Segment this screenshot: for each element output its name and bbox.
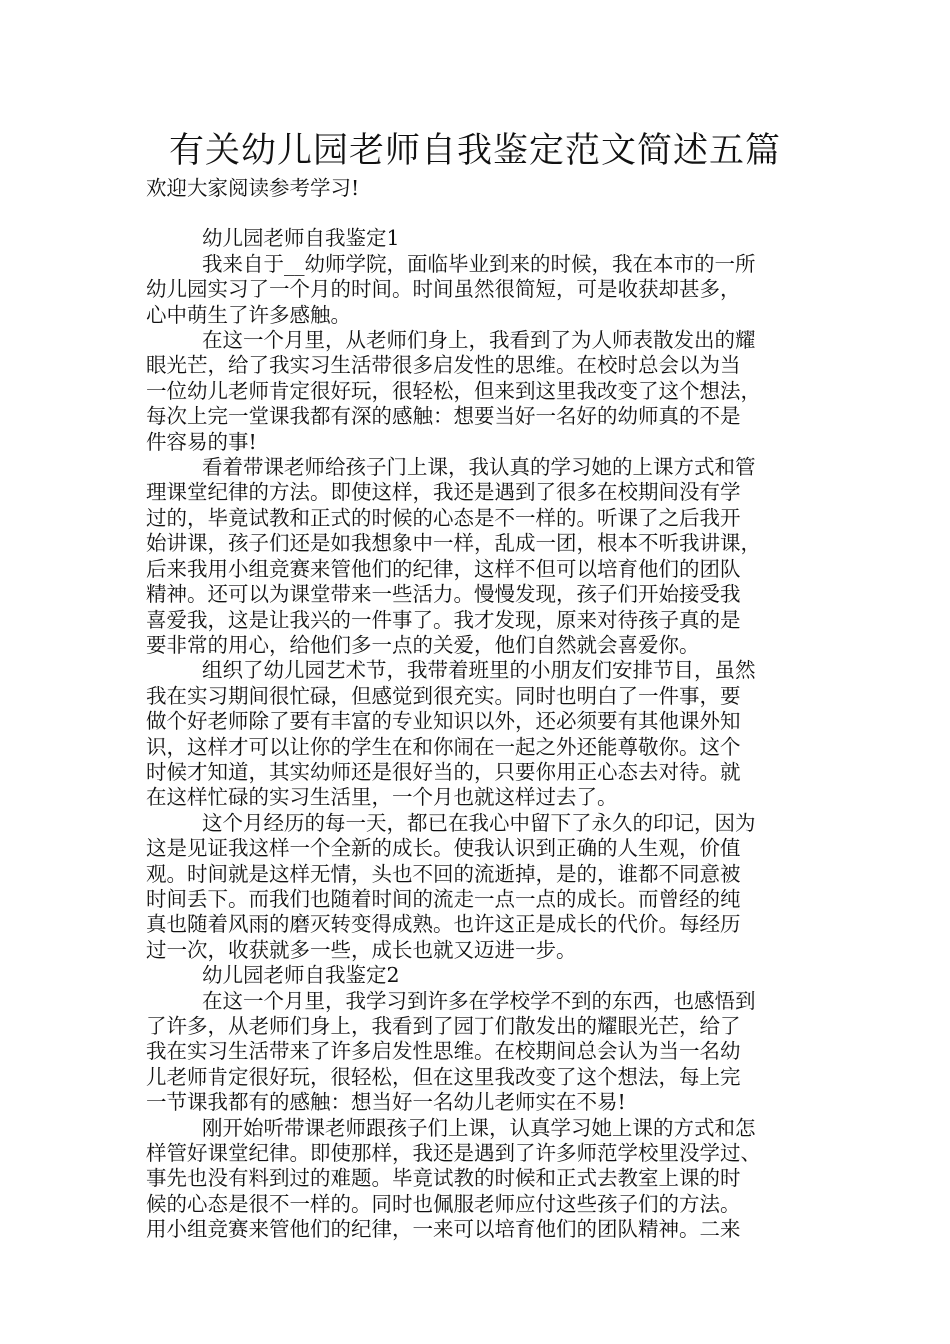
text-line: 幼儿园实习了一个月的时间。时间虽然很简短，可是收获却甚多， xyxy=(146,277,741,302)
text-line: 样管好课堂纪律。即使那样，我还是遇到了许多师范学校里没学过、 xyxy=(146,1141,761,1166)
document-body xyxy=(146,176,810,1243)
text-line: 精神。还可以为课堂带来一些活力。慢慢发现，孩子们开始接受我 xyxy=(146,582,741,607)
paragraph xyxy=(146,811,810,963)
text-line: 我来自于__幼师学院，面临毕业到来的时候，我在本市的一所 xyxy=(202,251,756,276)
text-line: 要非常的用心，给他们多一点的关爱，他们自然就会喜爱你。 xyxy=(146,632,700,657)
text-line: 一节课我都有的感触：想当好一名幼儿老师实在不易! xyxy=(146,1090,626,1115)
text-line: 在这样忙碌的实习生活里，一个月也就这样过去了。 xyxy=(146,785,618,810)
text-line: 这个月经历的每一天，都已在我心中留下了永久的印记，因为 xyxy=(202,810,756,835)
text-line: 心中萌生了许多感触。 xyxy=(146,302,351,327)
intro-text: 欢迎大家阅读参考学习! xyxy=(146,176,360,200)
text-line: 看着带课老师给孩子门上课，我认真的学习她的上课方式和管 xyxy=(202,455,756,480)
text-line: 一位幼儿老师肯定很好玩，很轻松，但来到这里我改变了这个想法， xyxy=(146,378,761,403)
paragraph xyxy=(146,328,810,455)
section-heading: 幼儿园老师自我鉴定2 xyxy=(202,963,400,988)
paragraph xyxy=(146,989,810,1116)
text-line: 用小组竞赛来管他们的纪律，一来可以培育他们的团队精神。二来 xyxy=(146,1217,741,1242)
text-line: 后来我用小组竞赛来管他们的纪律，这样不但可以培育他们的团队 xyxy=(146,556,741,581)
text-line: 过一次，收获就多一些，成长也就又迈进一步。 xyxy=(146,937,577,962)
text-line: 我在实习生活带来了许多启发性思维。在校期间总会认为当一名幼 xyxy=(146,1039,741,1064)
text-line: 每次上完一堂课我都有深的感触：想要当好一名好的幼师真的不是 xyxy=(146,404,741,429)
text-line: 观。时间就是这样无情，头也不回的流逝掉，是的，谁都不同意被 xyxy=(146,861,741,886)
text-line: 了许多，从老师们身上，我看到了园丁们散发出的耀眼光芒，给了 xyxy=(146,1014,741,1038)
text-line: 时候才知道，其实幼师还是很好当的，只要你用正心态去对待。就 xyxy=(146,759,741,784)
text-line: 理课堂纪律的方法。即使这样，我还是遇到了很多在校期间没有学 xyxy=(146,480,741,505)
text-line: 件容易的事! xyxy=(146,429,257,454)
text-line: 识，这样才可以让你的学生在和你闹在一起之外还能尊敬你。这个 xyxy=(146,734,741,759)
paragraph xyxy=(146,252,810,328)
text-line: 在这一个月里，从老师们身上，我看到了为人师表散发出的耀 xyxy=(202,328,756,353)
document-title: 有关幼儿园老师自我鉴定范文简述五篇 xyxy=(168,131,781,171)
paragraph xyxy=(146,455,810,658)
text-line: 这是见证我这样一个全新的成长。使我认识到正确的人生观，价值 xyxy=(146,836,741,861)
text-line: 时间丢下。而我们也随着时间的流走一点一点的成长。而曾经的纯 xyxy=(146,886,741,911)
text-line: 喜爱我，这是让我兴的一件事了。我才发现，原来对待孩子真的是 xyxy=(146,607,741,632)
text-line: 在这一个月里，我学习到许多在学校学不到的东西，也感悟到 xyxy=(202,988,756,1013)
text-line: 过的，毕竟试教和正式的时候的心态是不一样的。听课了之后我开 xyxy=(146,505,741,530)
section-heading: 幼儿园老师自我鉴定1 xyxy=(202,226,400,251)
text-line: 事先也没有料到过的难题。毕竟试教的时候和正式去教室上课的时 xyxy=(146,1166,741,1191)
text-line: 始讲课，孩子们还是如我想象中一样，乱成一团，根本不听我讲课， xyxy=(146,531,761,556)
paragraph xyxy=(146,658,810,810)
text-line: 眼光芒，给了我实习生活带很多启发性的思维。在校时总会以为当 xyxy=(146,353,741,378)
text-line: 做个好老师除了要有丰富的专业知识以外，还必须要有其他课外知 xyxy=(146,709,741,734)
text-line: 儿老师肯定很好玩，很轻松，但在这里我改变了这个想法，每上完 xyxy=(146,1064,741,1089)
paragraph xyxy=(146,1116,810,1243)
text-line: 组织了幼儿园艺术节，我带着班里的小朋友们安排节目，虽然 xyxy=(202,658,756,683)
text-line: 刚开始听带课老师跟孩子们上课，认真学习她上课的方式和怎 xyxy=(202,1115,756,1140)
text-line: 候的心态是很不一样的。同时也佩服老师应付这些孩子们的方法。 xyxy=(146,1191,741,1216)
text-line: 真也随着风雨的磨灭转变得成熟。也许这正是成长的代价。每经历 xyxy=(146,912,741,937)
text-line: 我在实习期间很忙碌，但感觉到很充实。同时也明白了一件事，要 xyxy=(146,683,741,708)
